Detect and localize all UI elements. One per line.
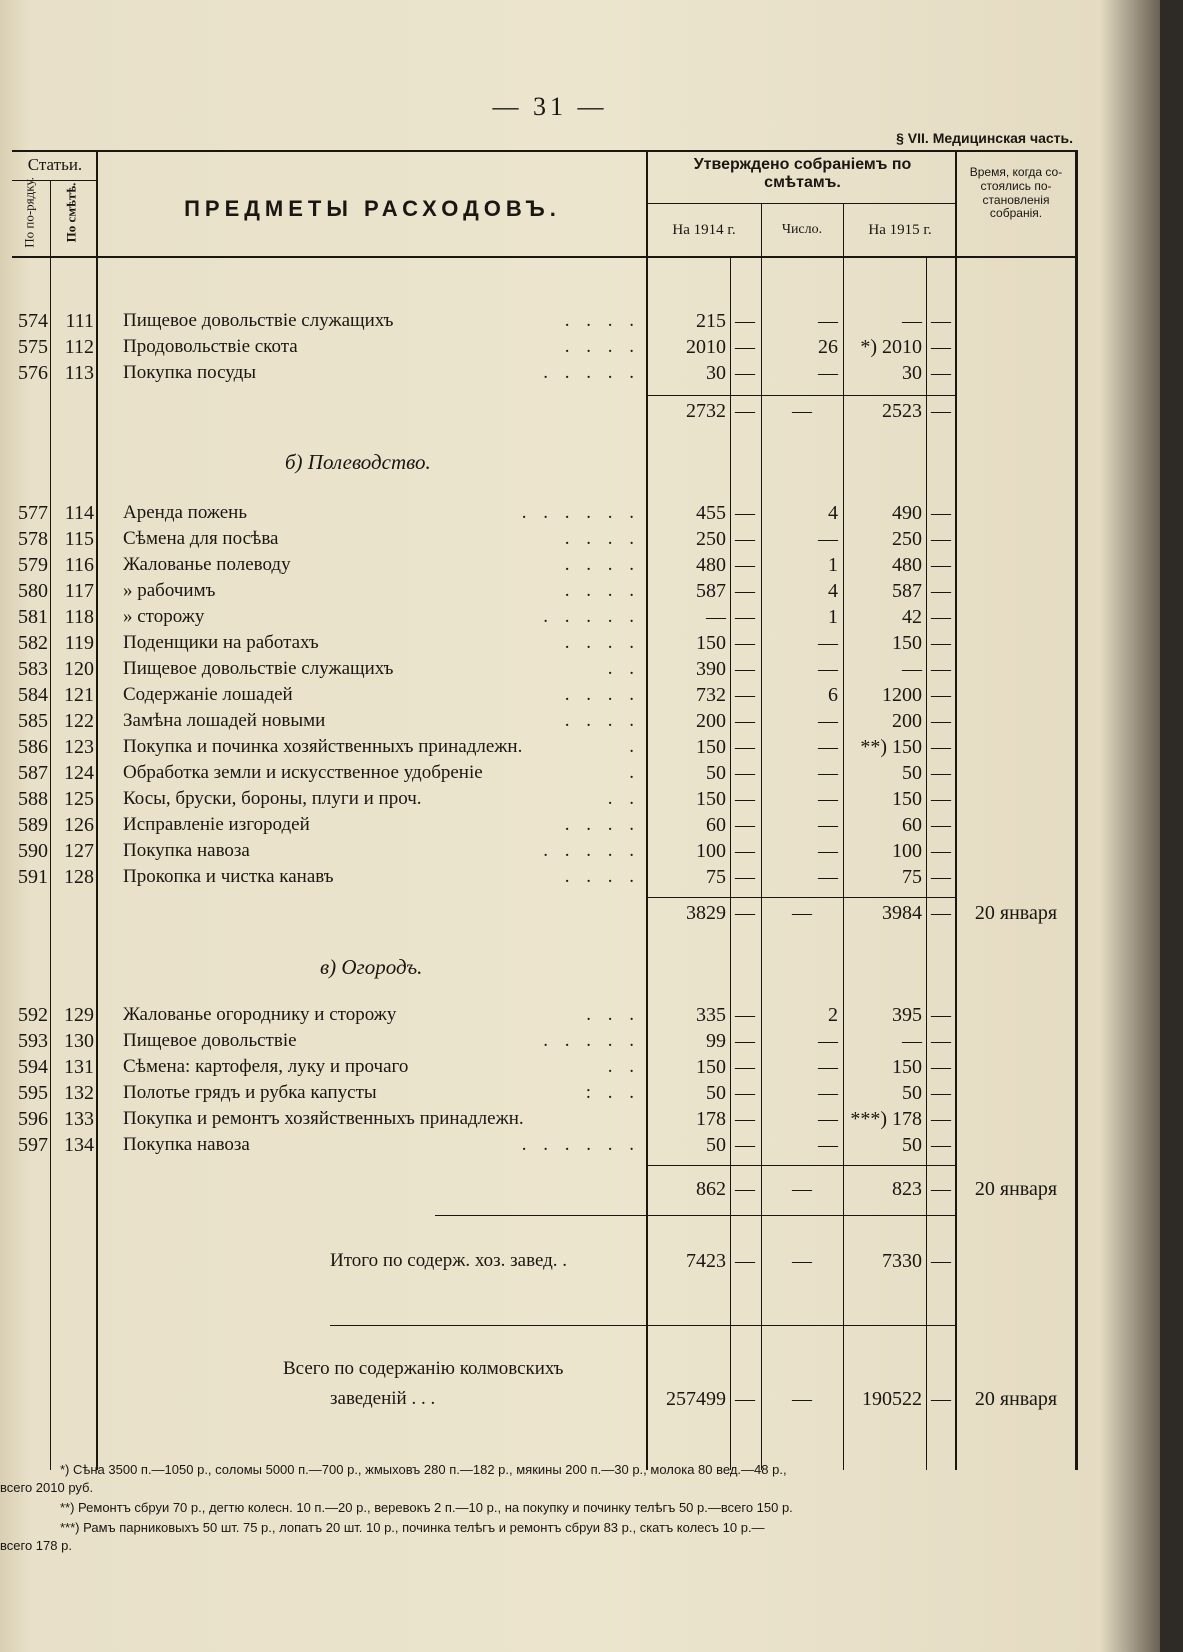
row-number-po-smete: 117	[64, 580, 94, 602]
row-item-name: Покупка и ремонтъ хозяйственныхъ принадлежн.	[123, 1108, 524, 1129]
row-item-name: Покупка и починка хозяйственныхъ принадлежн.	[123, 736, 523, 757]
row-amount-1914: 99	[706, 1030, 726, 1052]
row-amount-1914: 60	[706, 814, 726, 836]
row-chislo: 6	[828, 684, 838, 706]
total-b-chislo: —	[792, 902, 812, 924]
book-binding	[1160, 0, 1183, 1652]
total-b-d2: —	[931, 902, 951, 924]
row-chislo: —	[818, 788, 838, 810]
row-amount-1914: 30	[706, 362, 726, 384]
row-leader-dots: . .	[607, 658, 640, 679]
row-number-po-poryadku: 580	[18, 580, 48, 602]
row-number-po-smete: 130	[64, 1030, 94, 1052]
row-number-po-smete: 127	[64, 840, 94, 862]
row-amount-1915: 150	[892, 632, 922, 654]
row-amount-1914: 455	[696, 502, 726, 524]
row-number-po-smete: 121	[64, 684, 94, 706]
row-number-po-poryadku: 581	[18, 606, 48, 628]
row-number-po-smete: 112	[64, 336, 94, 358]
subtotal-rule	[648, 897, 956, 898]
vsego-d1: —	[735, 1388, 755, 1410]
row-leader-dots: . . . . .	[543, 362, 640, 383]
header-utverzhdeno: Утверждено собраніемъ по смѣтамъ.	[693, 156, 912, 192]
row-number-po-smete: 115	[64, 528, 94, 550]
row-amount-1914: 75	[706, 866, 726, 888]
row-chislo: 4	[828, 502, 838, 524]
row-item-name: Поденщики на работахъ	[123, 632, 319, 653]
row-kopecks-1914: —	[735, 710, 755, 732]
itogo-1915: 7330	[882, 1250, 922, 1272]
row-chislo: 1	[828, 554, 838, 576]
row-number-po-poryadku: 589	[18, 814, 48, 836]
total-a-d2: —	[931, 400, 951, 422]
itogo-label: Итого по содерж. хоз. завед. .	[330, 1250, 568, 1271]
row-amount-1915: —	[902, 310, 922, 332]
total-a-d1: —	[735, 400, 755, 422]
row-leader-dots: . .	[607, 788, 640, 809]
row-number-po-poryadku: 576	[18, 362, 48, 384]
row-amount-1914: 200	[696, 710, 726, 732]
row-item-name: Исправленіе изгородей	[123, 814, 310, 835]
subsection-ogorod: в) Огородъ.	[320, 955, 423, 979]
row-amount-1914: 150	[696, 788, 726, 810]
vsego-date: 20 января	[974, 1388, 1058, 1410]
row-number-po-poryadku: 593	[18, 1030, 48, 1052]
total-b-date: 20 января	[974, 902, 1058, 924]
row-amount-1915: 395	[892, 1004, 922, 1026]
section-heading: § VII. Медицинская часть.	[896, 130, 1073, 146]
row-chislo: —	[818, 736, 838, 758]
footnote-2: **) Ремонтъ сбруи 70 р., дегтю колесн. 10 п.—20 р., веревокъ 2 п.—10 р., на покупку и починку телѣгъ 50 р.—всего 150 р.	[60, 1500, 793, 1515]
row-kopecks-1914: —	[735, 814, 755, 836]
row-number-po-smete: 133	[64, 1108, 94, 1130]
row-item-name: Сѣмена: картофеля, луку и прочаго	[123, 1056, 409, 1077]
row-number-po-poryadku: 591	[18, 866, 48, 888]
row-amount-1914: 390	[696, 658, 726, 680]
subsection-polevodstvo: б) Полеводство.	[285, 450, 431, 474]
row-amount-1915: 50	[902, 1082, 922, 1104]
row-kopecks-1914: —	[735, 528, 755, 550]
col-divider	[50, 180, 51, 1470]
total-a-1915: 2523	[882, 400, 922, 422]
row-kopecks-1915: —	[931, 762, 951, 784]
row-kopecks-1914: —	[735, 1030, 755, 1052]
row-kopecks-1914: —	[735, 866, 755, 888]
row-kopecks-1915: —	[931, 684, 951, 706]
row-item-name: Полотье грядъ и рубка капусты	[123, 1082, 377, 1103]
row-leader-dots: : . .	[585, 1082, 640, 1103]
utv-rule	[648, 203, 956, 204]
row-amount-1915: 150	[892, 1056, 922, 1078]
header-vremya: Время, когда со-стоялись по-становленія собранія.	[969, 165, 1063, 221]
row-chislo: —	[818, 1056, 838, 1078]
row-amount-1915: ***) 178	[850, 1108, 922, 1130]
col-divider	[955, 150, 957, 1470]
row-item-name: Пищевое довольствіе	[123, 1030, 297, 1051]
row-kopecks-1915: —	[931, 1134, 951, 1156]
table-top-rule	[12, 150, 1077, 152]
total-v-1914: 862	[696, 1178, 726, 1200]
total-a-chislo: —	[792, 400, 812, 422]
vsego-d2: —	[931, 1388, 951, 1410]
row-kopecks-1914: —	[735, 658, 755, 680]
row-amount-1914: 50	[706, 1082, 726, 1104]
total-b-1915: 3984	[882, 902, 922, 924]
row-leader-dots: . . . . . .	[521, 1134, 640, 1155]
row-kopecks-1915: —	[931, 814, 951, 836]
row-number-po-smete: 131	[64, 1056, 94, 1078]
row-kopecks-1915: —	[931, 866, 951, 888]
row-chislo: 26	[818, 336, 838, 358]
row-number-po-poryadku: 586	[18, 736, 48, 758]
vsego-chislo: —	[792, 1388, 812, 1410]
footnote-3-cont: всего 178 р.	[0, 1538, 72, 1553]
row-number-po-poryadku: 587	[18, 762, 48, 784]
row-amount-1914: 732	[696, 684, 726, 706]
row-leader-dots: . . . .	[564, 866, 640, 887]
vsego-rule	[330, 1325, 955, 1326]
row-item-name: Содержаніе лошадей	[123, 684, 293, 705]
row-leader-dots: . . . . .	[543, 1030, 640, 1051]
footnote-3: ***) Рамъ парниковыхъ 50 шт. 75 р., лопатъ 20 шт. 10 р., починка телѣгъ и ремонтъ сбруи 83 р., скатъ колесъ 10 р.—	[60, 1520, 765, 1535]
row-amount-1915: *) 2010	[860, 336, 922, 358]
row-kopecks-1914: —	[735, 362, 755, 384]
row-amount-1914: 100	[696, 840, 726, 862]
row-amount-1914: 150	[696, 632, 726, 654]
row-kopecks-1914: —	[735, 606, 755, 628]
row-chislo: —	[818, 1134, 838, 1156]
row-chislo: —	[818, 762, 838, 784]
row-item-name: Покупка навоза	[123, 840, 250, 861]
row-number-po-poryadku: 588	[18, 788, 48, 810]
row-kopecks-1915: —	[931, 1108, 951, 1130]
row-item-name: Аренда пожень	[123, 502, 248, 523]
itogo-d1: —	[735, 1250, 755, 1272]
row-amount-1915: 100	[892, 840, 922, 862]
row-leader-dots: . . . .	[564, 528, 640, 549]
row-kopecks-1914: —	[735, 310, 755, 332]
row-amount-1915: 150	[892, 788, 922, 810]
row-number-po-poryadku: 594	[18, 1056, 48, 1078]
row-kopecks-1914: —	[735, 336, 755, 358]
row-item-name: Прокопка и чистка канавъ	[123, 866, 334, 887]
row-item-name: Жалованье огороднику и сторожу	[123, 1004, 397, 1025]
row-number-po-smete: 126	[64, 814, 94, 836]
row-number-po-poryadku: 579	[18, 554, 48, 576]
row-chislo: —	[818, 310, 838, 332]
row-amount-1915: 1200	[882, 684, 922, 706]
row-leader-dots: . . .	[586, 1004, 640, 1025]
row-amount-1915: 42	[902, 606, 922, 628]
row-kopecks-1915: —	[931, 310, 951, 332]
row-amount-1914: —	[706, 606, 726, 628]
row-amount-1914: 335	[696, 1004, 726, 1026]
row-amount-1915: 50	[902, 1134, 922, 1156]
row-chislo: —	[818, 1108, 838, 1130]
row-amount-1915: 50	[902, 762, 922, 784]
vsego-1914: 257499	[666, 1388, 726, 1410]
row-leader-dots: . . . .	[564, 310, 640, 331]
row-number-po-poryadku: 596	[18, 1108, 48, 1130]
row-number-po-poryadku: 574	[18, 310, 48, 332]
row-item-name: Жалованье полеводу	[123, 554, 291, 575]
row-chislo: —	[818, 814, 838, 836]
row-number-po-smete: 125	[64, 788, 94, 810]
row-leader-dots: .	[629, 762, 640, 783]
row-amount-1915: 480	[892, 554, 922, 576]
row-number-po-poryadku: 597	[18, 1134, 48, 1156]
row-amount-1915: 200	[892, 710, 922, 732]
header-bottom-rule	[12, 256, 1077, 258]
row-item-name: Покупка посуды	[123, 362, 257, 383]
row-chislo: —	[818, 658, 838, 680]
row-kopecks-1915: —	[931, 1030, 951, 1052]
row-kopecks-1915: —	[931, 632, 951, 654]
row-amount-1914: 150	[696, 736, 726, 758]
row-number-po-smete: 134	[64, 1134, 94, 1156]
row-number-po-poryadku: 595	[18, 1082, 48, 1104]
row-kopecks-1915: —	[931, 554, 951, 576]
row-leader-dots: . . . . . .	[521, 502, 640, 523]
subtotal-rule	[648, 1165, 956, 1166]
row-amount-1915: 75	[902, 866, 922, 888]
row-item-name: » рабочимъ	[123, 580, 216, 601]
row-kopecks-1914: —	[735, 1082, 755, 1104]
row-item-name: Косы, бруски, бороны, плуги и проч.	[123, 788, 422, 809]
row-kopecks-1914: —	[735, 1056, 755, 1078]
row-leader-dots: . . . . .	[543, 606, 640, 627]
row-chislo: —	[818, 1030, 838, 1052]
row-amount-1915: 30	[902, 362, 922, 384]
row-number-po-smete: 124	[64, 762, 94, 784]
total-v-d1: —	[735, 1178, 755, 1200]
row-kopecks-1915: —	[931, 710, 951, 732]
row-amount-1915: 250	[892, 528, 922, 550]
row-chislo: —	[818, 866, 838, 888]
row-amount-1915: 587	[892, 580, 922, 602]
row-leader-dots: . . . .	[564, 554, 640, 575]
footnote-1-cont: всего 2010 руб.	[0, 1480, 94, 1495]
row-amount-1915: —	[902, 658, 922, 680]
row-leader-dots: . . . .	[564, 580, 640, 601]
row-leader-dots: . . . .	[564, 814, 640, 835]
row-kopecks-1915: —	[931, 1004, 951, 1026]
row-chislo: 1	[828, 606, 838, 628]
row-kopecks-1915: —	[931, 736, 951, 758]
row-number-po-smete: 111	[65, 310, 94, 332]
row-number-po-poryadku: 575	[18, 336, 48, 358]
row-kopecks-1914: —	[735, 736, 755, 758]
row-number-po-smete: 116	[64, 554, 94, 576]
row-kopecks-1915: —	[931, 840, 951, 862]
total-b-d1: —	[735, 902, 755, 924]
row-number-po-poryadku: 590	[18, 840, 48, 862]
row-kopecks-1914: —	[735, 632, 755, 654]
row-amount-1914: 178	[696, 1108, 726, 1130]
row-amount-1915: —	[902, 1030, 922, 1052]
row-amount-1914: 150	[696, 1056, 726, 1078]
row-kopecks-1915: —	[931, 528, 951, 550]
row-kopecks-1914: —	[735, 788, 755, 810]
row-amount-1914: 2010	[686, 336, 726, 358]
row-chislo: —	[818, 1082, 838, 1104]
row-kopecks-1914: —	[735, 1134, 755, 1156]
row-leader-dots: . . . .	[564, 710, 640, 731]
row-kopecks-1915: —	[931, 1056, 951, 1078]
header-predmety: ПРЕДМЕТЫ РАСХОДОВЪ.	[184, 196, 561, 221]
row-kopecks-1915: —	[931, 658, 951, 680]
row-chislo: —	[818, 528, 838, 550]
row-chislo: —	[818, 362, 838, 384]
row-item-name: » сторожу	[123, 606, 205, 627]
row-leader-dots: . . . .	[564, 336, 640, 357]
row-chislo: —	[818, 632, 838, 654]
total-b-1914: 3829	[686, 902, 726, 924]
total-a-1914: 2732	[686, 400, 726, 422]
row-amount-1915: 490	[892, 502, 922, 524]
row-chislo: —	[818, 840, 838, 862]
row-amount-1915: 60	[902, 814, 922, 836]
row-kopecks-1915: —	[931, 1082, 951, 1104]
row-leader-dots: . . . .	[564, 684, 640, 705]
row-number-po-poryadku: 577	[18, 502, 48, 524]
row-leader-dots: . . . . .	[543, 840, 640, 861]
row-item-name: Обработка земли и искусственное удобреніе	[123, 762, 483, 783]
row-kopecks-1914: —	[735, 762, 755, 784]
row-kopecks-1914: —	[735, 502, 755, 524]
row-number-po-poryadku: 578	[18, 528, 48, 550]
row-kopecks-1915: —	[931, 362, 951, 384]
row-kopecks-1914: —	[735, 684, 755, 706]
itogo-d2: —	[931, 1250, 951, 1272]
vsego-label-2: заведеній . . .	[330, 1388, 436, 1409]
col-divider	[730, 258, 731, 1470]
header-na1915: На 1915 г.	[868, 222, 932, 238]
row-kopecks-1914: —	[735, 554, 755, 576]
row-kopecks-1915: —	[931, 336, 951, 358]
row-amount-1914: 215	[696, 310, 726, 332]
row-number-po-poryadku: 584	[18, 684, 48, 706]
row-kopecks-1915: —	[931, 606, 951, 628]
row-number-po-poryadku: 585	[18, 710, 48, 732]
row-chislo: 2	[828, 1004, 838, 1026]
row-number-po-smete: 118	[64, 606, 94, 628]
row-item-name: Сѣмена для посѣва	[123, 528, 279, 549]
row-number-po-poryadku: 592	[18, 1004, 48, 1026]
row-leader-dots: . .	[607, 1056, 640, 1077]
row-number-po-smete: 114	[64, 502, 94, 524]
row-leader-dots: .	[629, 736, 640, 757]
row-leader-dots: . . . .	[564, 632, 640, 653]
header-na1914: На 1914 г.	[672, 222, 736, 238]
row-item-name: Продовольствіе скота	[123, 336, 298, 357]
row-amount-1914: 587	[696, 580, 726, 602]
total-v-d2: —	[931, 1178, 951, 1200]
total-v-1915: 823	[892, 1178, 922, 1200]
row-number-po-smete: 120	[64, 658, 94, 680]
subtotal-rule	[648, 395, 956, 396]
row-amount-1915: **) 150	[860, 736, 922, 758]
itogo-1914: 7423	[686, 1250, 726, 1272]
itogo-chislo: —	[792, 1250, 812, 1272]
col-divider	[926, 258, 927, 1470]
row-number-po-poryadku: 583	[18, 658, 48, 680]
header-stati: Статьи.	[27, 155, 83, 174]
footnote-1: *) Сѣна 3500 п.—1050 р., соломы 5000 п.—700 р., жмыховъ 280 п.—182 р., мякины 200 п.—30 р., молока 80 вед.—48 р.,	[60, 1462, 787, 1477]
row-number-po-smete: 132	[64, 1082, 94, 1104]
row-chislo: —	[818, 710, 838, 732]
page-number: — 31 —	[492, 92, 608, 121]
row-number-po-smete: 123	[64, 736, 94, 758]
row-amount-1914: 250	[696, 528, 726, 550]
header-chislo: Число.	[781, 222, 823, 237]
row-kopecks-1915: —	[931, 788, 951, 810]
header-po-smete: По смѣтѣ.	[63, 182, 79, 243]
col-divider	[1075, 150, 1078, 1470]
total-v-chislo: —	[792, 1178, 812, 1200]
row-number-po-smete: 122	[64, 710, 94, 732]
itogo-rule	[435, 1215, 955, 1216]
row-kopecks-1914: —	[735, 580, 755, 602]
row-kopecks-1915: —	[931, 580, 951, 602]
row-number-po-smete: 129	[64, 1004, 94, 1026]
row-number-po-smete: 113	[64, 362, 94, 384]
row-number-po-smete: 119	[64, 632, 94, 654]
row-kopecks-1914: —	[735, 1108, 755, 1130]
row-item-name: Пищевое довольствіе служащихъ	[123, 310, 394, 331]
row-item-name: Замѣна лошадей новыми	[123, 710, 326, 731]
row-number-po-smete: 128	[64, 866, 94, 888]
row-item-name: Покупка навоза	[123, 1134, 250, 1155]
row-kopecks-1914: —	[735, 1004, 755, 1026]
col-divider	[96, 150, 98, 1470]
row-amount-1914: 50	[706, 762, 726, 784]
row-number-po-poryadku: 582	[18, 632, 48, 654]
vsego-1915: 190522	[862, 1388, 922, 1410]
row-amount-1914: 480	[696, 554, 726, 576]
row-kopecks-1914: —	[735, 840, 755, 862]
row-item-name: Пищевое довольствіе служащихъ	[123, 658, 394, 679]
row-kopecks-1915: —	[931, 502, 951, 524]
row-chislo: 4	[828, 580, 838, 602]
header-po-poryadku: По по-рядку.	[21, 177, 37, 248]
row-amount-1914: 50	[706, 1134, 726, 1156]
vsego-label-1: Всего по содержанію колмовскихъ	[283, 1358, 564, 1379]
total-v-date: 20 января	[974, 1178, 1058, 1200]
